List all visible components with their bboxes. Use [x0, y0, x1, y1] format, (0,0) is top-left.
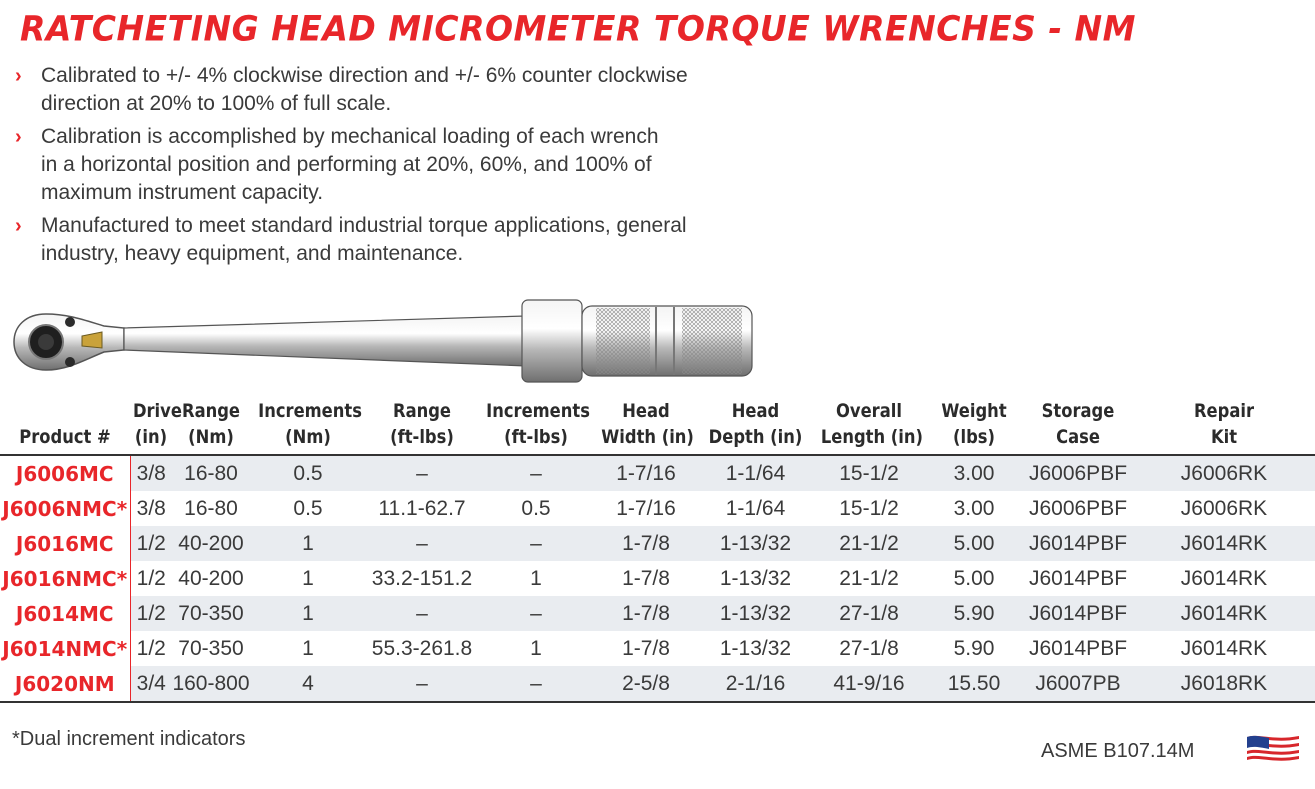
table-cell: 1-7/8 — [594, 631, 698, 666]
table-cell: 4 — [250, 666, 366, 702]
table-cell: 160-800 — [172, 666, 250, 702]
feature-line: direction at 20% to 100% of full scale. — [41, 92, 392, 115]
table-cell: 1 — [478, 631, 594, 666]
spec-table-body — [0, 455, 1315, 702]
chevron-right-icon: › — [15, 65, 22, 87]
table-cell: 41-9/16 — [813, 666, 925, 702]
table-cell: J6014RK — [1133, 596, 1315, 631]
table-row — [0, 491, 1315, 526]
feature-line: Manufactured to meet standard industrial torque applications, general — [41, 214, 687, 237]
column-header: Weight (lbs) — [932, 398, 1016, 455]
table-cell: 2-5/8 — [594, 666, 698, 702]
table-cell: 16-80 — [172, 455, 250, 491]
table-cell: 1 — [250, 561, 366, 596]
table-cell: 27-1/8 — [813, 596, 925, 631]
table-cell: 1-7/8 — [594, 526, 698, 561]
table-cell: 3/4 — [130, 666, 172, 702]
table-cell: 3/8 — [130, 491, 172, 526]
table-cell: 1-13/32 — [698, 631, 813, 666]
table-cell: 0.5 — [250, 491, 366, 526]
table-cell: – — [478, 526, 594, 561]
table-row — [0, 631, 1315, 666]
column-header: Head Depth (in) — [706, 398, 805, 455]
product-number-cell: J6020NM — [0, 666, 130, 702]
product-number-cell: J6006MC — [0, 455, 130, 491]
table-cell: 1-7/16 — [594, 455, 698, 491]
table-row — [0, 596, 1315, 631]
column-header: Head Width (in) — [601, 398, 690, 455]
column-header: Drive (in) — [133, 398, 169, 455]
footnote: *Dual increment indicators — [12, 728, 246, 750]
table-cell: J6014PBF — [1023, 526, 1133, 561]
table-cell: 1 — [250, 596, 366, 631]
us-flag-icon — [1245, 733, 1301, 763]
table-cell: 2-1/16 — [698, 666, 813, 702]
torque-wrench-image — [6, 292, 766, 392]
table-cell: 3.00 — [925, 491, 1023, 526]
table-cell: 5.00 — [925, 526, 1023, 561]
table-cell: 1/2 — [130, 631, 172, 666]
column-header: Increments (Nm) — [258, 398, 358, 455]
table-cell: J6006RK — [1133, 491, 1315, 526]
table-cell: 0.5 — [250, 455, 366, 491]
table-cell: – — [478, 666, 594, 702]
table-cell: – — [366, 596, 478, 631]
feature-item — [14, 123, 774, 207]
table-cell: 40-200 — [172, 526, 250, 561]
column-header: Range (ft-lbs) — [374, 398, 470, 455]
feature-item — [14, 212, 774, 268]
standard-label: ASME B107.14M — [1041, 740, 1195, 762]
product-number-cell: J6006NMC* — [0, 491, 130, 526]
table-cell: J6006RK — [1133, 455, 1315, 491]
product-number-cell: J6016MC — [0, 526, 130, 561]
table-cell: J6006PBF — [1023, 455, 1133, 491]
table-cell: – — [366, 455, 478, 491]
table-cell: 21-1/2 — [813, 526, 925, 561]
table-cell: J6014PBF — [1023, 596, 1133, 631]
table-cell: 1-7/16 — [594, 491, 698, 526]
table-cell: 70-350 — [172, 631, 250, 666]
chevron-right-icon: › — [15, 126, 22, 148]
feature-line: Calibration is accomplished by mechanical loading of each wrench — [41, 125, 659, 148]
table-cell: 5.90 — [925, 596, 1023, 631]
table-cell: 1-7/8 — [594, 561, 698, 596]
table-cell: 70-350 — [172, 596, 250, 631]
product-number-cell: J6014NMC* — [0, 631, 130, 666]
table-cell: 1/2 — [130, 596, 172, 631]
table-cell: 3/8 — [130, 455, 172, 491]
feature-line: maximum instrument capacity. — [41, 181, 324, 204]
table-cell: J6014PBF — [1023, 631, 1133, 666]
product-number-cell: J6016NMC* — [0, 561, 130, 596]
table-cell: 27-1/8 — [813, 631, 925, 666]
column-header: Increments (ft-lbs) — [486, 398, 586, 455]
table-cell: J6014PBF — [1023, 561, 1133, 596]
table-cell: 1-1/64 — [698, 455, 813, 491]
feature-item — [14, 62, 774, 118]
table-cell: 5.00 — [925, 561, 1023, 596]
table-cell: 5.90 — [925, 631, 1023, 666]
table-cell: J6014RK — [1133, 561, 1315, 596]
table-cell: 1 — [250, 526, 366, 561]
table-cell: 40-200 — [172, 561, 250, 596]
table-row — [0, 666, 1315, 702]
feature-list — [14, 62, 774, 273]
table-cell: 55.3-261.8 — [366, 631, 478, 666]
table-cell: 21-1/2 — [813, 561, 925, 596]
table-cell: J6018RK — [1133, 666, 1315, 702]
table-cell: 15-1/2 — [813, 491, 925, 526]
column-header: Overall Length (in) — [821, 398, 917, 455]
table-cell: 1-13/32 — [698, 526, 813, 561]
table-cell: J6014RK — [1133, 526, 1315, 561]
table-cell: 15.50 — [925, 666, 1023, 702]
table-cell: 11.1-62.7 — [366, 491, 478, 526]
table-row — [0, 455, 1315, 491]
table-header-row — [0, 398, 1315, 455]
column-header: Range (Nm) — [177, 398, 244, 455]
table-cell: 1-1/64 — [698, 491, 813, 526]
feature-line: Calibrated to +/- 4% clockwise direction and +/- 6% counter clockwise — [41, 64, 688, 87]
table-cell: 15-1/2 — [813, 455, 925, 491]
column-header: Storage Case — [1031, 398, 1126, 455]
feature-line: in a horizontal position and performing at 20%, 60%, and 100% of — [41, 153, 652, 176]
table-row — [0, 561, 1315, 596]
table-cell: 33.2-151.2 — [366, 561, 478, 596]
table-cell: – — [366, 526, 478, 561]
table-cell: – — [478, 596, 594, 631]
table-cell: – — [366, 666, 478, 702]
table-cell: J6014RK — [1133, 631, 1315, 666]
table-cell: 1 — [250, 631, 366, 666]
column-header: Product # — [9, 398, 121, 455]
table-cell: 16-80 — [172, 491, 250, 526]
table-cell: 1-13/32 — [698, 596, 813, 631]
spec-table — [0, 398, 1315, 703]
table-cell: 1/2 — [130, 526, 172, 561]
table-cell: 1 — [478, 561, 594, 596]
table-cell: 1/2 — [130, 561, 172, 596]
table-cell: J6006PBF — [1023, 491, 1133, 526]
table-cell: 1-13/32 — [698, 561, 813, 596]
page-title: RATCHETING HEAD MICROMETER TORQUE WRENCHES - NM — [20, 8, 1136, 49]
table-cell: – — [478, 455, 594, 491]
table-cell: 1-7/8 — [594, 596, 698, 631]
column-header: Repair Kit — [1146, 398, 1303, 455]
feature-line: industry, heavy equipment, and maintenance. — [41, 242, 464, 265]
product-number-cell: J6014MC — [0, 596, 130, 631]
table-row — [0, 526, 1315, 561]
chevron-right-icon: › — [15, 215, 22, 237]
table-cell: J6007PB — [1023, 666, 1133, 702]
table-cell: 3.00 — [925, 455, 1023, 491]
table-cell: 0.5 — [478, 491, 594, 526]
